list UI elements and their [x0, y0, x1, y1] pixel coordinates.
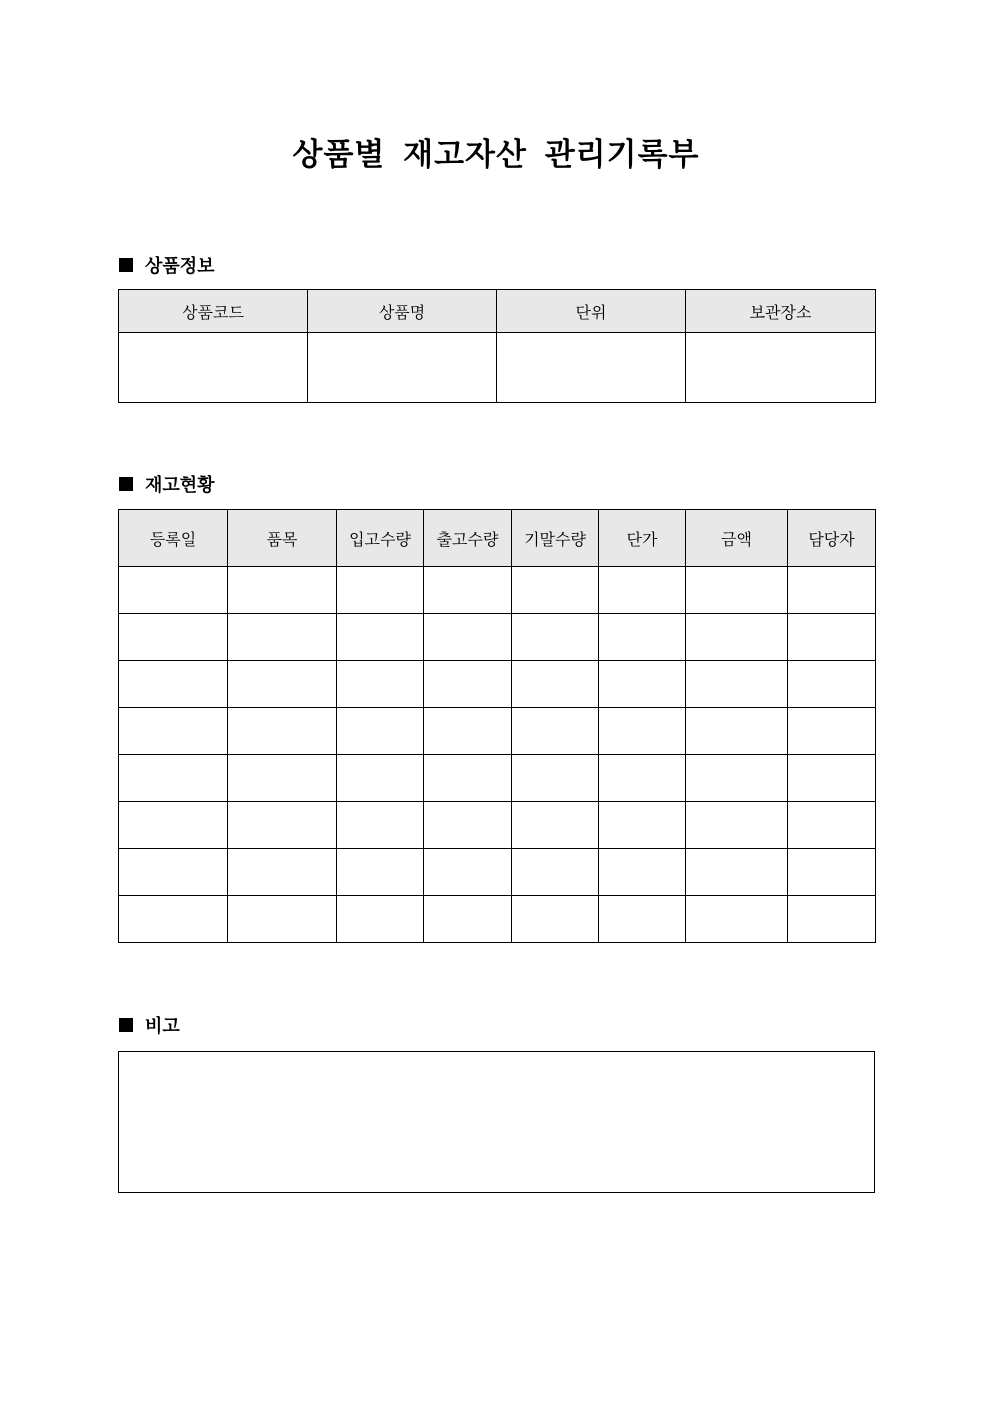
product-name-cell[interactable] — [308, 333, 497, 403]
table-cell[interactable] — [788, 755, 876, 802]
section-heading-remarks — [119, 1013, 180, 1037]
table-cell[interactable] — [119, 567, 228, 614]
table-cell[interactable] — [686, 661, 788, 708]
table-cell[interactable] — [119, 755, 228, 802]
table-cell[interactable] — [599, 661, 686, 708]
column-header: 단가 — [599, 510, 686, 567]
table-cell[interactable] — [512, 567, 599, 614]
table-cell[interactable] — [599, 849, 686, 896]
column-header: 등록일 — [119, 510, 228, 567]
table-cell[interactable] — [424, 661, 512, 708]
table-row — [119, 614, 876, 661]
table-cell[interactable] — [686, 755, 788, 802]
square-bullet-icon — [119, 477, 133, 491]
storage-location-cell[interactable] — [686, 333, 876, 403]
table-cell[interactable] — [337, 567, 424, 614]
table-cell[interactable] — [424, 849, 512, 896]
table-cell[interactable] — [337, 755, 424, 802]
table-cell[interactable] — [119, 849, 228, 896]
table-cell[interactable] — [337, 614, 424, 661]
table-cell[interactable] — [424, 755, 512, 802]
column-header: 보관장소 — [686, 290, 876, 333]
table-cell[interactable] — [512, 614, 599, 661]
table-cell[interactable] — [599, 708, 686, 755]
stock-table-body — [119, 567, 876, 943]
section-heading-product-info — [119, 253, 215, 277]
table-cell[interactable] — [424, 567, 512, 614]
table-cell[interactable] — [686, 567, 788, 614]
table-cell[interactable] — [512, 708, 599, 755]
table-cell[interactable] — [599, 896, 686, 943]
table-cell[interactable] — [686, 802, 788, 849]
table-cell[interactable] — [512, 896, 599, 943]
table-cell[interactable] — [424, 708, 512, 755]
table-row — [119, 567, 876, 614]
table-cell[interactable] — [686, 614, 788, 661]
table-cell[interactable] — [686, 849, 788, 896]
table-cell[interactable] — [228, 755, 337, 802]
table-row — [119, 708, 876, 755]
table-cell[interactable] — [228, 849, 337, 896]
table-cell[interactable] — [119, 802, 228, 849]
table-cell[interactable] — [512, 849, 599, 896]
table-cell[interactable] — [424, 896, 512, 943]
table-cell[interactable] — [228, 614, 337, 661]
column-header: 기말수량 — [512, 510, 599, 567]
table-row — [119, 896, 876, 943]
table-cell[interactable] — [337, 661, 424, 708]
table-row — [119, 755, 876, 802]
table-cell[interactable] — [337, 849, 424, 896]
table-cell[interactable] — [228, 896, 337, 943]
unit-cell[interactable] — [497, 333, 686, 403]
table-cell[interactable] — [788, 661, 876, 708]
table-cell[interactable] — [788, 614, 876, 661]
table-row — [119, 661, 876, 708]
product-code-cell[interactable] — [119, 333, 308, 403]
section-heading-label: 비고 — [145, 1016, 180, 1037]
table-cell[interactable] — [512, 661, 599, 708]
table-cell[interactable] — [512, 802, 599, 849]
product-info-table — [118, 289, 876, 403]
column-header: 상품코드 — [119, 290, 308, 333]
table-cell[interactable] — [788, 896, 876, 943]
section-heading-label: 상품정보 — [145, 256, 215, 277]
table-cell[interactable] — [788, 708, 876, 755]
table-cell[interactable] — [788, 849, 876, 896]
column-header: 담당자 — [788, 510, 876, 567]
table-cell[interactable] — [119, 661, 228, 708]
column-header: 상품명 — [308, 290, 497, 333]
table-cell[interactable] — [228, 567, 337, 614]
table-cell[interactable] — [424, 614, 512, 661]
column-header: 품목 — [228, 510, 337, 567]
column-header: 단위 — [497, 290, 686, 333]
table-cell[interactable] — [337, 708, 424, 755]
column-header: 출고수량 — [424, 510, 512, 567]
square-bullet-icon — [119, 1018, 133, 1032]
table-cell[interactable] — [788, 802, 876, 849]
table-cell[interactable] — [424, 802, 512, 849]
table-cell[interactable] — [337, 802, 424, 849]
column-header: 금액 — [686, 510, 788, 567]
table-cell[interactable] — [686, 896, 788, 943]
table-cell[interactable] — [119, 614, 228, 661]
table-cell[interactable] — [686, 708, 788, 755]
stock-status-table — [118, 509, 876, 943]
table-row — [119, 849, 876, 896]
section-heading-stock-status — [119, 472, 215, 496]
column-header: 입고수량 — [337, 510, 424, 567]
table-cell[interactable] — [599, 802, 686, 849]
table-cell[interactable] — [599, 755, 686, 802]
table-row — [119, 802, 876, 849]
table-header-row — [119, 290, 876, 333]
section-heading-label: 재고현황 — [145, 475, 215, 496]
table-cell[interactable] — [599, 614, 686, 661]
table-row — [119, 333, 876, 403]
square-bullet-icon — [119, 258, 133, 272]
table-cell[interactable] — [337, 896, 424, 943]
table-cell[interactable] — [228, 661, 337, 708]
table-cell[interactable] — [228, 708, 337, 755]
table-header-row — [119, 510, 876, 567]
table-cell[interactable] — [788, 567, 876, 614]
table-cell[interactable] — [228, 802, 337, 849]
remarks-box[interactable] — [118, 1051, 875, 1193]
page-title: 상품별 재고자산 관리기록부 — [292, 137, 700, 173]
table-cell[interactable] — [119, 896, 228, 943]
table-cell[interactable] — [119, 708, 228, 755]
table-cell[interactable] — [512, 755, 599, 802]
table-cell[interactable] — [599, 567, 686, 614]
